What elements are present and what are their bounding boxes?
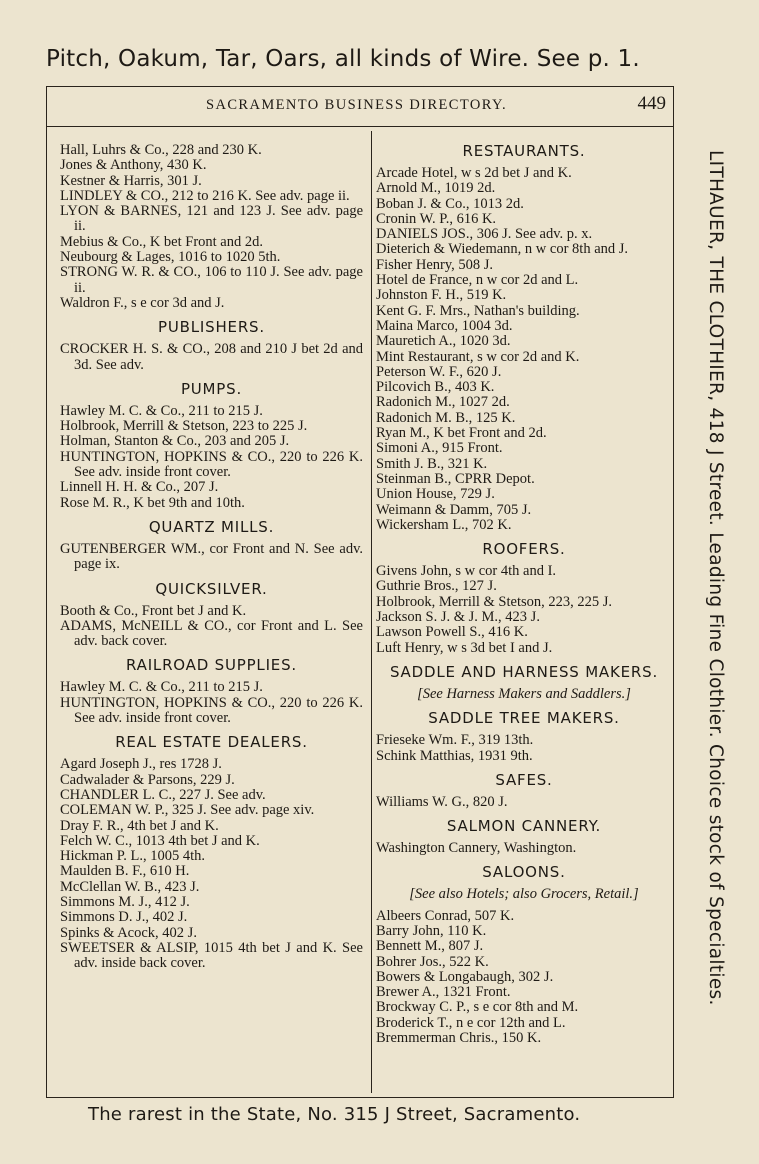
section-heading-publishers: PUBLISHERS. (158, 318, 265, 337)
directory-entry: Ryan M., K bet Front and 2d. (376, 425, 547, 442)
right-column (376, 143, 672, 1046)
directory-entry: CROCKER H. S. & CO., 208 and 210 J bet 2d and 3d. See adv. (60, 341, 363, 373)
directory-entry: Radonich M. B., 125 K. (376, 409, 516, 426)
directory-entry: CHANDLER L. C., 227 J. See adv. (60, 786, 266, 803)
publishers-list (60, 342, 363, 373)
directory-entry: Lawson Powell S., 416 K. (376, 624, 528, 641)
directory-entry: ADAMS, McNEILL & CO., cor Front and L. See adv. back cover. (60, 617, 363, 650)
directory-entry: Holbrook, Merrill & Stetson, 223, 225 J. (376, 593, 613, 610)
directory-entry: HUNTINGTON, HOPKINS & CO., 220 to 226 K. See adv. inside front cover. (60, 694, 363, 727)
directory-entry: Maulden B. F., 610 H. (60, 863, 190, 880)
directory-entry: Holman, Stanton & Co., 203 and 205 J. (60, 433, 290, 450)
directory-entry: Schink Matthias, 1931 9th. (376, 747, 533, 764)
section-heading-quicksilver: QUICKSILVER. (155, 579, 268, 598)
directory-entry: Smith J. B., 321 K. (376, 455, 488, 472)
directory-entry: Bennett M., 807 J. (376, 938, 484, 955)
directory-entry: Albeers Conrad, 507 K. (376, 907, 515, 924)
directory-entry: Peterson W. F., 620 J. (376, 363, 502, 380)
section-heading-railroad-supplies: RAILROAD SUPPLIES. (126, 656, 297, 675)
directory-entry: Arcade Hotel, w s 2d bet J and K. (376, 165, 572, 181)
directory-entry: Hall, Luhrs & Co., 228 and 230 K. (60, 142, 262, 158)
section-heading-safes: SAFES. (495, 770, 553, 789)
section-heading-pumps: PUMPS. (180, 379, 243, 398)
directory-entry: Simmons D. J., 402 J. (60, 909, 188, 926)
directory-entry: Maina Marco, 1004 3d. (376, 317, 513, 334)
directory-entry: Cadwalader & Parsons, 229 J. (60, 771, 235, 788)
quartz-mills-list (60, 542, 363, 573)
directory-entry: Jackson S. J. & J. M., 423 J. (376, 609, 540, 626)
directory-entry: Cronin W. P., 616 K. (376, 210, 497, 227)
directory-entry: Kestner & Harris, 301 J. (60, 172, 202, 189)
side-advert-banner: LITHAUER, THE CLOTHIER, 418 J Street. Leading Fine Clothier. Choice stock of Specialties. (705, 150, 726, 1006)
directory-entry: COLEMAN W. P., 325 J. See adv. page xiv. (60, 802, 315, 819)
directory-entry: Brewer A., 1321 Front. (376, 984, 511, 1001)
directory-entry: Simmons M. J., 412 J. (60, 893, 190, 910)
continued-entries (60, 143, 363, 311)
directory-entry: HUNTINGTON, HOPKINS & CO., 220 to 226 K. See adv. inside front cover. (60, 448, 363, 481)
running-title: SACRAMENTO BUSINESS DIRECTORY. (206, 97, 508, 113)
safes-list (376, 795, 672, 810)
directory-entry: Waldron F., s e cor 3d and J. (60, 294, 225, 311)
directory-entry: Fisher Henry, 508 J. (376, 256, 494, 273)
running-head (56, 95, 666, 119)
directory-entry: Johnston F. H., 519 K. (376, 287, 507, 304)
directory-entry: Luft Henry, w s 3d bet I and J. (376, 639, 553, 656)
directory-entry: Barry John, 110 K. (376, 922, 487, 939)
left-column (60, 143, 363, 971)
directory-entry: GUTENBERGER WM., cor Front and N. See adv. page ix. (60, 540, 363, 573)
directory-entry: Broderick T., n e cor 12th and L. (376, 1014, 566, 1031)
directory-entry: Pilcovich B., 403 K. (376, 379, 495, 396)
directory-entry: LINDLEY & CO., 212 to 216 K. See adv. page ii. (60, 187, 350, 204)
directory-entry: Simoni A., 915 Front. (376, 440, 503, 457)
directory-entry: Rose M. R., K bet 9th and 10th. (60, 494, 245, 511)
cross-reference-note: [See also Hotels; also Grocers, Retail.] (409, 886, 639, 903)
directory-entry: Jones & Anthony, 430 K. (60, 157, 207, 174)
section-heading-real-estate: REAL ESTATE DEALERS. (115, 733, 308, 752)
directory-entry: Radonich M., 1027 2d. (376, 394, 510, 411)
directory-entry: Dray F. R., 4th bet J and K. (60, 817, 219, 834)
directory-entry: Dieterich & Wiedemann, n w cor 8th and J. (376, 241, 629, 258)
directory-entry: LYON & BARNES, 121 and 123 J. See adv. page ii. (60, 203, 363, 235)
directory-entry: Brockway C. P., s e cor 8th and M. (376, 999, 579, 1016)
section-heading-saddle-harness: SADDLE AND HARNESS MAKERS. (389, 662, 659, 681)
directory-entry: Hawley M. C. & Co., 211 to 215 J. (60, 679, 263, 696)
roofers-list (376, 564, 672, 656)
directory-entry: Bowers & Longabaugh, 302 J. (376, 968, 554, 985)
directory-entry: Kent G. F. Mrs., Nathan's building. (376, 302, 580, 319)
pumps-list (60, 404, 363, 511)
directory-entry: Booth & Co., Front bet J and K. (60, 602, 247, 619)
bottom-advert-banner: The rarest in the State, No. 315 J Street, Sacramento. (88, 1104, 581, 1125)
directory-entry: Hickman P. L., 1005 4th. (60, 848, 205, 865)
section-heading-restaurants: RESTAURANTS. (462, 142, 586, 160)
directory-entry: Bohrer Jos., 522 K. (376, 953, 489, 970)
directory-entry: Mebius & Co., K bet Front and 2d. (60, 233, 263, 250)
saddle-tree-list (376, 733, 672, 764)
directory-entry: Hotel de France, n w cor 2d and L. (376, 272, 579, 289)
top-advert-banner: Pitch, Oakum, Tar, Oars, all kinds of Wire. See p. 1. (46, 46, 640, 72)
cross-reference-note: [See Harness Makers and Saddlers.] (417, 685, 631, 702)
directory-entry: Arnold M., 1019 2d. (376, 180, 496, 197)
directory-entry: Agard Joseph J., res 1728 J. (60, 756, 222, 773)
directory-entry: Holbrook, Merrill & Stetson, 223 to 225 J. (60, 418, 308, 435)
directory-entry: Hawley M. C. & Co., 211 to 215 J. (60, 402, 263, 419)
directory-entry: Boban J. & Co., 1013 2d. (376, 195, 524, 212)
directory-entry: SWEETSER & ALSIP, 1015 4th bet J and K. See adv. inside back cover. (60, 939, 363, 972)
restaurants-list (376, 166, 672, 533)
directory-entry: Bremmerman Chris., 150 K. (376, 1030, 542, 1047)
directory-entry: Washington Cannery, Washington. (376, 840, 577, 857)
directory-entry: McClellan W. B., 423 J. (60, 878, 200, 895)
column-divider (371, 131, 372, 1093)
directory-entry: DANIELS JOS., 306 J. See adv. p. x. (376, 226, 593, 243)
directory-entry: Steinman B., CPRR Depot. (376, 470, 535, 487)
section-heading-quartz-mills: QUARTZ MILLS. (148, 517, 275, 536)
directory-entry: Williams W. G., 820 J. (376, 793, 508, 810)
salmon-cannery-list (376, 841, 672, 856)
section-heading-saloons: SALOONS. (482, 863, 566, 882)
directory-entry: Mint Restaurant, s w cor 2d and K. (376, 348, 580, 365)
real-estate-list (60, 757, 363, 971)
directory-entry: Union House, 729 J. (376, 486, 495, 503)
directory-entry: STRONG W. R. & CO., 106 to 110 J. See adv. page ii. (60, 264, 363, 296)
directory-entry: Linnell H. H. & Co., 207 J. (60, 479, 219, 496)
header-rule (47, 126, 673, 127)
directory-entry: Mauretich A., 1020 3d. (376, 333, 511, 350)
directory-entry: Felch W. C., 1013 4th bet J and K. (60, 832, 260, 849)
directory-entry: Wickersham L., 702 K. (376, 516, 512, 533)
railroad-supplies-list (60, 680, 363, 726)
section-heading-saddle-tree: SADDLE TREE MAKERS. (428, 709, 620, 728)
directory-entry: Weimann & Damm, 705 J. (376, 501, 532, 518)
directory-entry: Spinks & Acock, 402 J. (60, 924, 197, 941)
page-number: 449 (637, 93, 666, 114)
quicksilver-list (60, 604, 363, 650)
section-heading-salmon-cannery: SALMON CANNERY. (446, 817, 602, 836)
section-heading-roofers: ROOFERS. (482, 540, 566, 559)
directory-entry: Guthrie Bros., 127 J. (376, 578, 497, 595)
saloons-list (376, 909, 672, 1047)
directory-entry: Givens John, s w cor 4th and I. (376, 563, 557, 580)
directory-entry: Neubourg & Lages, 1016 to 1020 5th. (60, 249, 281, 266)
directory-entry: Frieseke Wm. F., 319 13th. (376, 732, 534, 749)
